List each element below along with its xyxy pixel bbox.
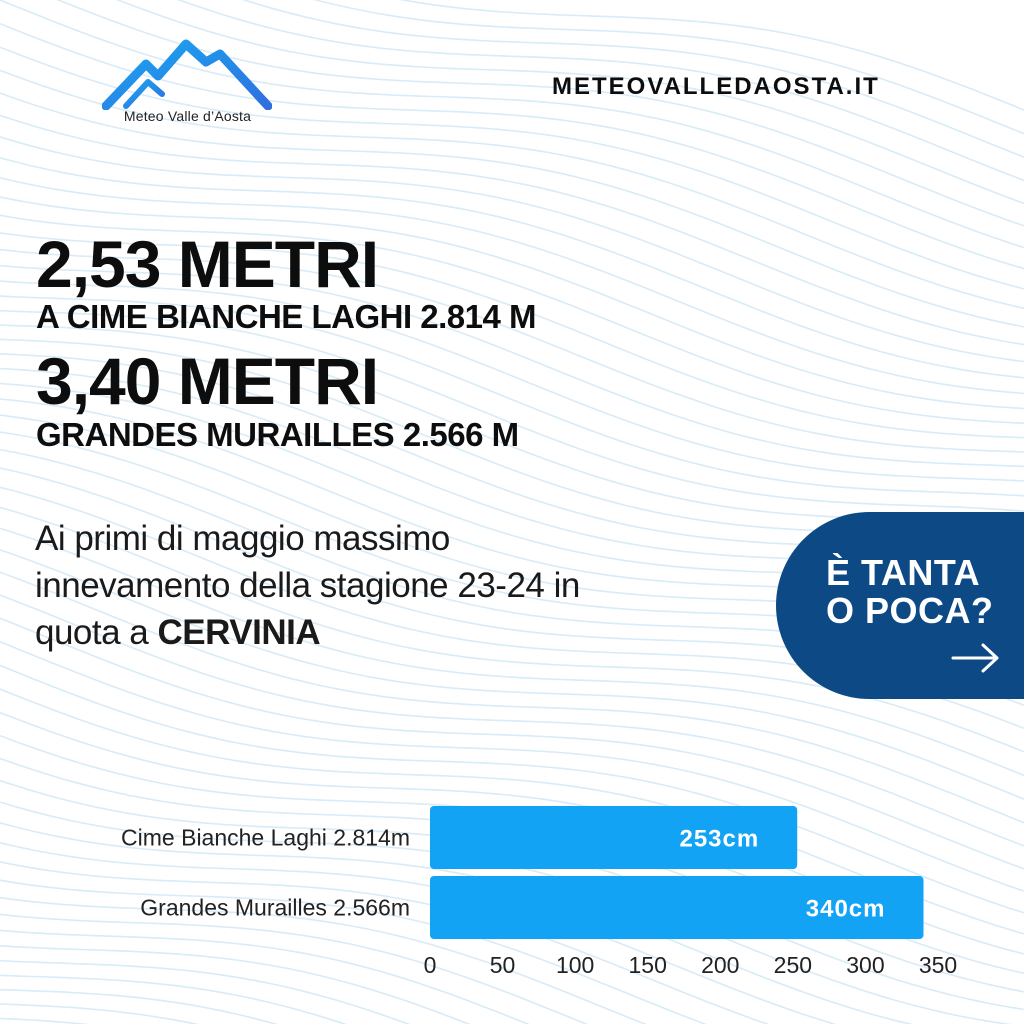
value-label: 340cm: [805, 895, 886, 923]
x-tick-label: 0: [423, 952, 437, 978]
mountain-logo-icon: [102, 38, 272, 110]
headline-snow-cime-bianche: 2,53 METRI: [36, 227, 379, 301]
category-label: Grandes Murailles 2.566m: [140, 894, 410, 921]
cta-label: [826, 554, 994, 630]
x-tick-label: 50: [489, 952, 516, 978]
description-bold: CERVINIA: [157, 613, 321, 652]
headline-station-grandes-murailles: GRANDES MURAILLES 2.566 M: [36, 416, 519, 453]
wave-line: [0, 1018, 1024, 1024]
x-tick-label: 100: [555, 952, 595, 978]
category-label: Cime Bianche Laghi 2.814m: [121, 824, 410, 851]
cta-line-2: O POCA?: [826, 590, 994, 631]
headline-snow-grandes-murailles: 3,40 METRI: [36, 344, 379, 418]
logo-text: Meteo Valle d’Aosta: [123, 108, 252, 124]
x-tick-label: 350: [918, 952, 958, 978]
x-tick-label: 300: [846, 952, 885, 978]
cta-line-1: È TANTA: [826, 552, 981, 593]
x-tick-label: 250: [773, 952, 813, 978]
x-tick-label: 150: [628, 952, 667, 978]
headline-station-cime-bianche: A CIME BIANCHE LAGHI 2.814 M: [36, 298, 537, 335]
snow-depth-bar-chart: [0, 790, 1024, 990]
x-tick-label: 200: [701, 952, 740, 978]
cta-button[interactable]: [776, 512, 1024, 699]
arrow-right-icon: [951, 642, 1001, 674]
description-plain: Ai primi di maggio massimo innevamento della stagione 23-24 in quota a: [35, 519, 580, 652]
description-text: [35, 515, 595, 656]
value-label: 253cm: [679, 825, 760, 853]
site-url[interactable]: METEOVALLEDAOSTA.IT: [552, 73, 880, 100]
logo: [100, 38, 275, 130]
